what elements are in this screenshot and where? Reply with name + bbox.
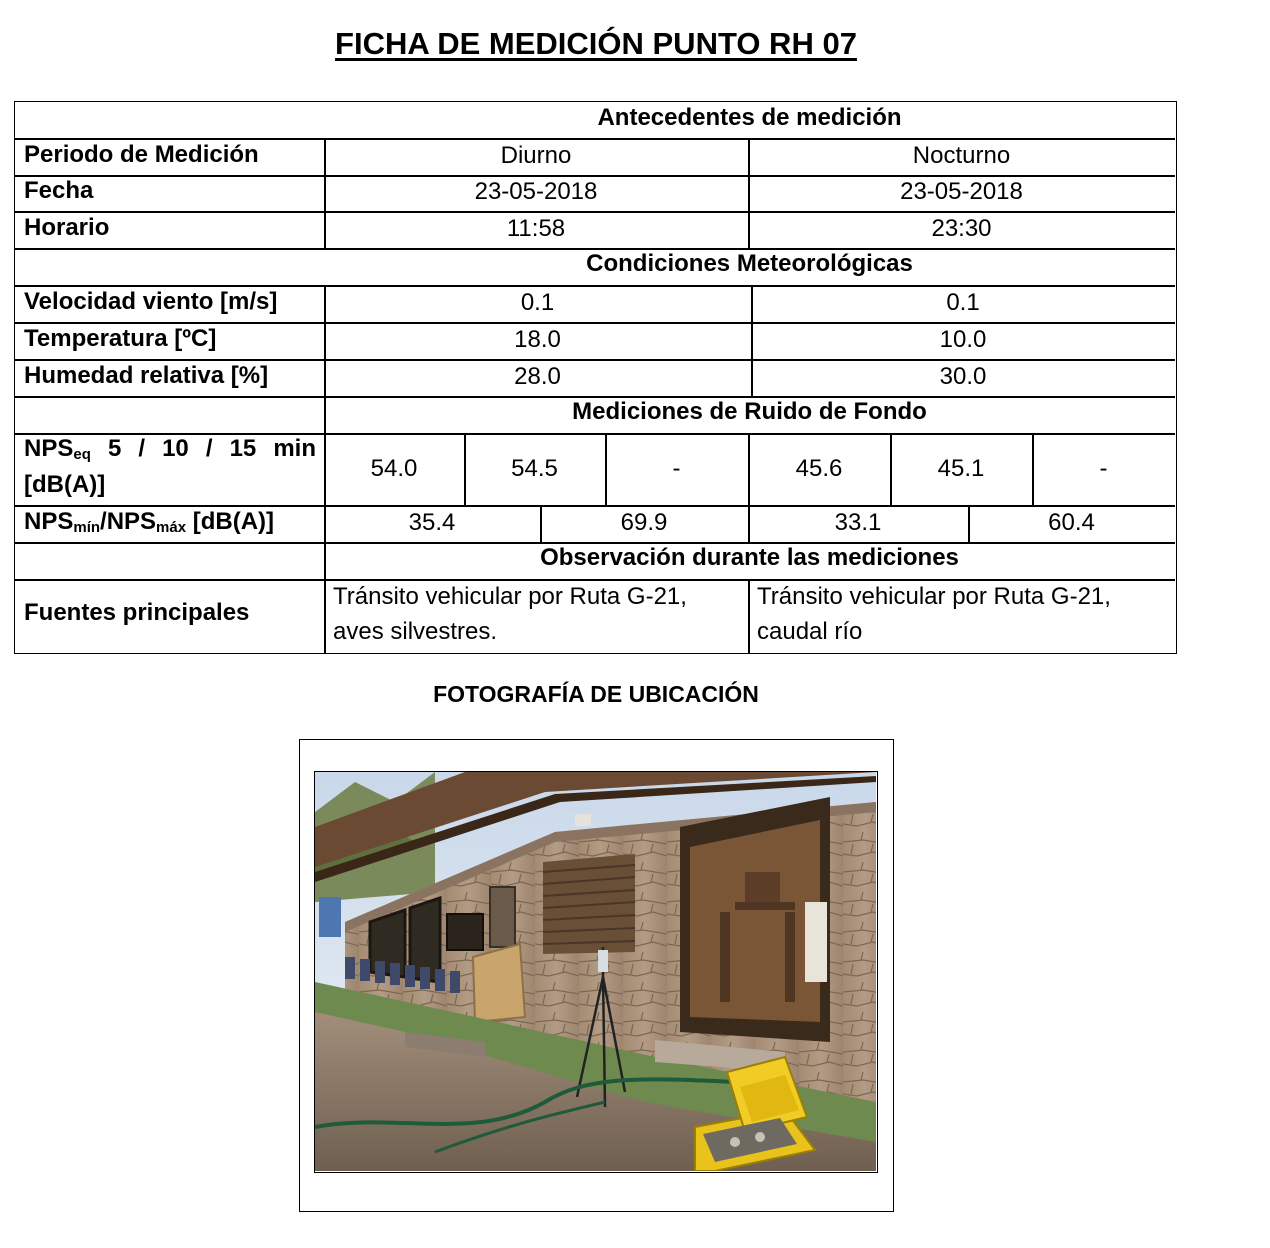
viento-diurno: 0.1: [520, 289, 555, 316]
npsmax-diurno: 69.9: [620, 509, 668, 536]
fuentes-diurno-line1: Tránsito vehicular por Ruta G-21,: [333, 583, 687, 610]
label-periodo: Periodo de Medición: [24, 141, 259, 168]
location-photo: [314, 771, 878, 1173]
label-temperatura: Temperatura [ºC]: [24, 325, 217, 352]
location-photo-illustration: [315, 772, 876, 1171]
label-viento: Velocidad viento [m/s]: [24, 288, 278, 315]
fuentes-nocturno-line1: Tránsito vehicular por Ruta G-21,: [757, 583, 1111, 610]
label-npseq: $NPS_{eq}$ 5 / 10 / 15 min: [24, 435, 316, 463]
label-npseq-unit: [dB(A)]: [24, 471, 106, 498]
measurement-table: [14, 101, 1177, 654]
temperatura-diurno: 18.0: [514, 326, 561, 353]
periodo-diurno: Diurno: [500, 142, 572, 169]
npseq-diurno-15: -: [672, 455, 681, 482]
temperatura-nocturno: 10.0: [939, 326, 987, 353]
fecha-diurno: 23-05-2018: [474, 178, 598, 205]
periodo-nocturno: Nocturno: [912, 142, 1011, 169]
label-horario: Horario: [24, 214, 110, 241]
section-ruido: Mediciones de Ruido de Fondo: [572, 398, 927, 425]
viento-nocturno: 0.1: [946, 289, 980, 316]
npsmin-nocturno: 33.1: [834, 509, 882, 536]
horario-diurno: 11:58: [506, 215, 566, 242]
fecha-nocturno: 23-05-2018: [900, 178, 1023, 205]
npseq-diurno-10: 54.5: [511, 455, 558, 482]
humedad-diurno: 28.0: [514, 363, 561, 390]
label-fecha: Fecha: [24, 177, 94, 204]
horario-nocturno: 23:30: [931, 215, 992, 242]
section-antecedentes: Antecedentes de medición: [597, 104, 902, 131]
photo-title: FOTOGRAFÍA DE UBICACIÓN: [433, 681, 759, 707]
section-meteo: Condiciones Meteorológicas: [586, 250, 913, 277]
label-npsminmax: $NPS_{mín}/NPS_{máx}$ [dB(A)]: [24, 508, 275, 536]
humedad-nocturno: 30.0: [939, 363, 987, 390]
npseq-nocturno-15: -: [1099, 455, 1108, 482]
label-fuentes: Fuentes principales: [24, 599, 250, 626]
label-humedad: Humedad relativa [%]: [24, 362, 269, 389]
npseq-nocturno-5: 45.6: [795, 455, 843, 482]
section-observacion: Observación durante las mediciones: [540, 544, 959, 571]
npsmax-nocturno: 60.4: [1048, 509, 1095, 536]
fuentes-diurno-line2: aves silvestres.: [333, 618, 498, 645]
npseq-nocturno-10: 45.1: [937, 455, 985, 482]
npseq-diurno-5: 54.0: [370, 455, 418, 482]
npsmin-diurno: 35.4: [408, 509, 456, 536]
document-title: FICHA DE MEDICIÓN PUNTO RH 07: [335, 26, 857, 61]
photo-frame: [299, 739, 894, 1212]
fuentes-nocturno-line2: caudal río: [757, 618, 863, 645]
